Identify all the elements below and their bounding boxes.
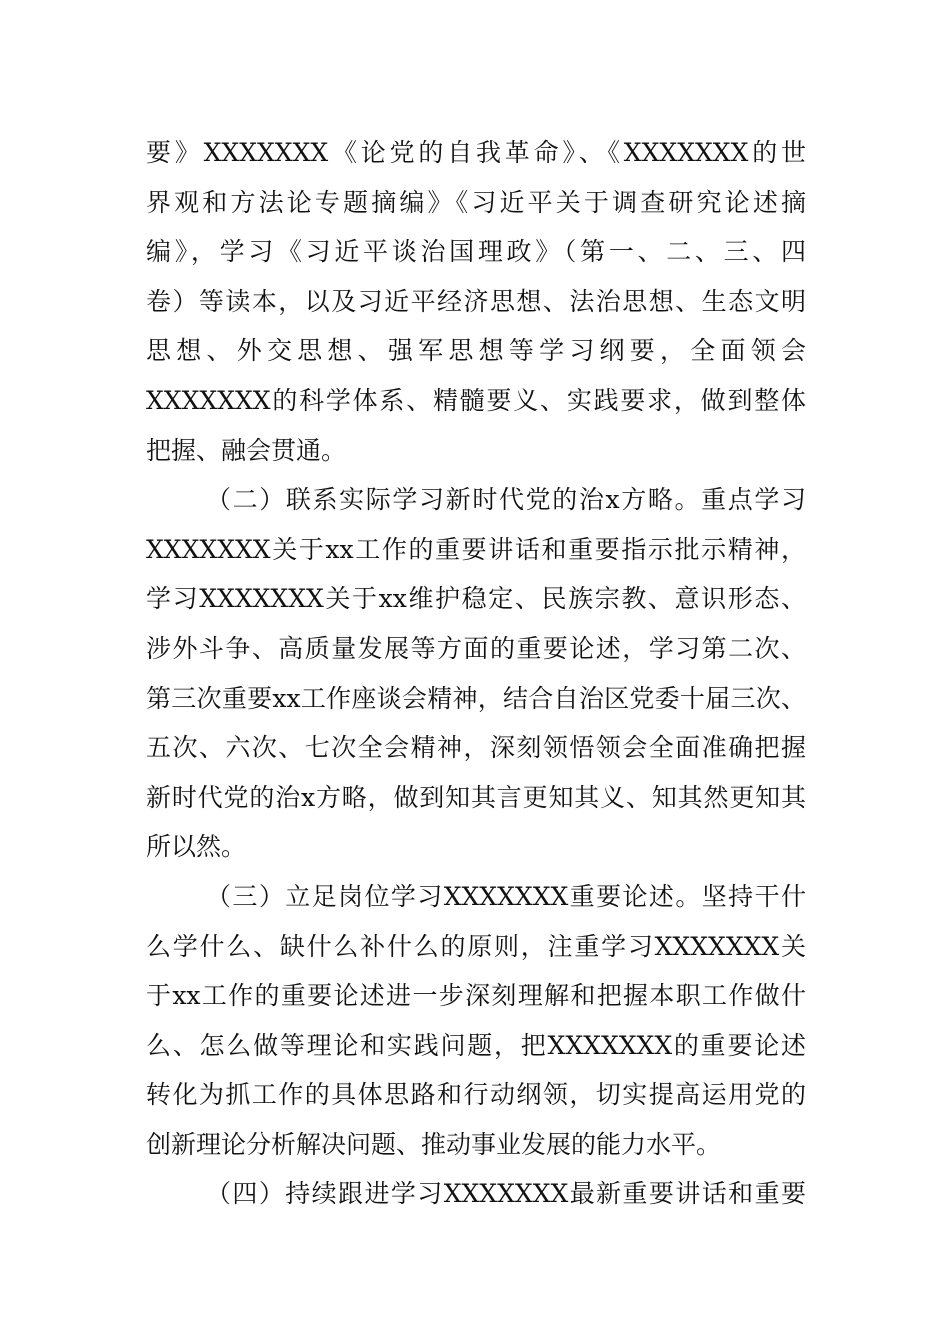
paragraph-3	[146, 872, 806, 1170]
text-line: 编》，学习《习近平谈治国理政》（第一、二、三、四	[146, 237, 806, 267]
text-line: 要》XXXXXXX《论党的自我革命》、《XXXXXXX的世	[146, 138, 806, 167]
text-line: 第三次重要xx工作座谈会精神，结合自治区党委十届三次、	[146, 683, 806, 713]
text-line: 思想、外交思想、强军思想等学习纲要，全面领会	[146, 336, 806, 366]
text-line: 把握、融会贯通。	[146, 435, 347, 465]
body-text	[146, 128, 806, 1219]
text-line: 创新理论分析解决问题、推动事业发展的能力水平。	[146, 1129, 722, 1159]
text-line: 涉外斗争、高质量发展等方面的重要论述，学习第二次、	[146, 633, 806, 663]
text-line: （三）立足岗位学习XXXXXXX重要论述。坚持干什	[206, 881, 806, 911]
text-line: 新时代党的治x方略，做到知其言更知其义、知其然更知其	[146, 782, 806, 812]
text-line: XXXXXXX关于xx工作的重要讲话和重要指示批示精神，	[146, 534, 806, 564]
text-line: 转化为抓工作的具体思路和行动纲领，切实提高运用党的	[146, 1080, 806, 1110]
text-line: XXXXXXX的科学体系、精髓要义、实践要求，做到整体	[146, 385, 806, 415]
text-line: 卷）等读本，以及习近平经济思想、法治思想、生态文明	[146, 286, 806, 316]
paragraph-2	[146, 475, 806, 872]
text-line: 所以然。	[146, 832, 247, 862]
text-line: （二）联系实际学习新时代党的治x方略。重点学习	[206, 485, 806, 515]
paragraph-1	[146, 128, 806, 475]
text-line: （四）持续跟进学习XXXXXXX最新重要讲话和重要	[206, 1179, 806, 1209]
text-line: 么学什么、缺什么补什么的原则，注重学习XXXXXXX关	[146, 931, 806, 961]
text-line: 界观和方法论专题摘编》《习近平关于调查研究论述摘	[146, 187, 806, 217]
text-line: 学习XXXXXXX关于xx维护稳定、民族宗教、意识形态、	[146, 584, 806, 614]
paragraph-4	[146, 1169, 806, 1219]
text-line: 五次、六次、七次全会精神，深刻领悟领会全面准确把握	[146, 733, 806, 763]
text-line: 于xx工作的重要论述进一步深刻理解和把握本职工作做什	[146, 981, 806, 1011]
text-line: 么、怎么做等理论和实践问题，把XXXXXXX的重要论述	[146, 1030, 806, 1060]
